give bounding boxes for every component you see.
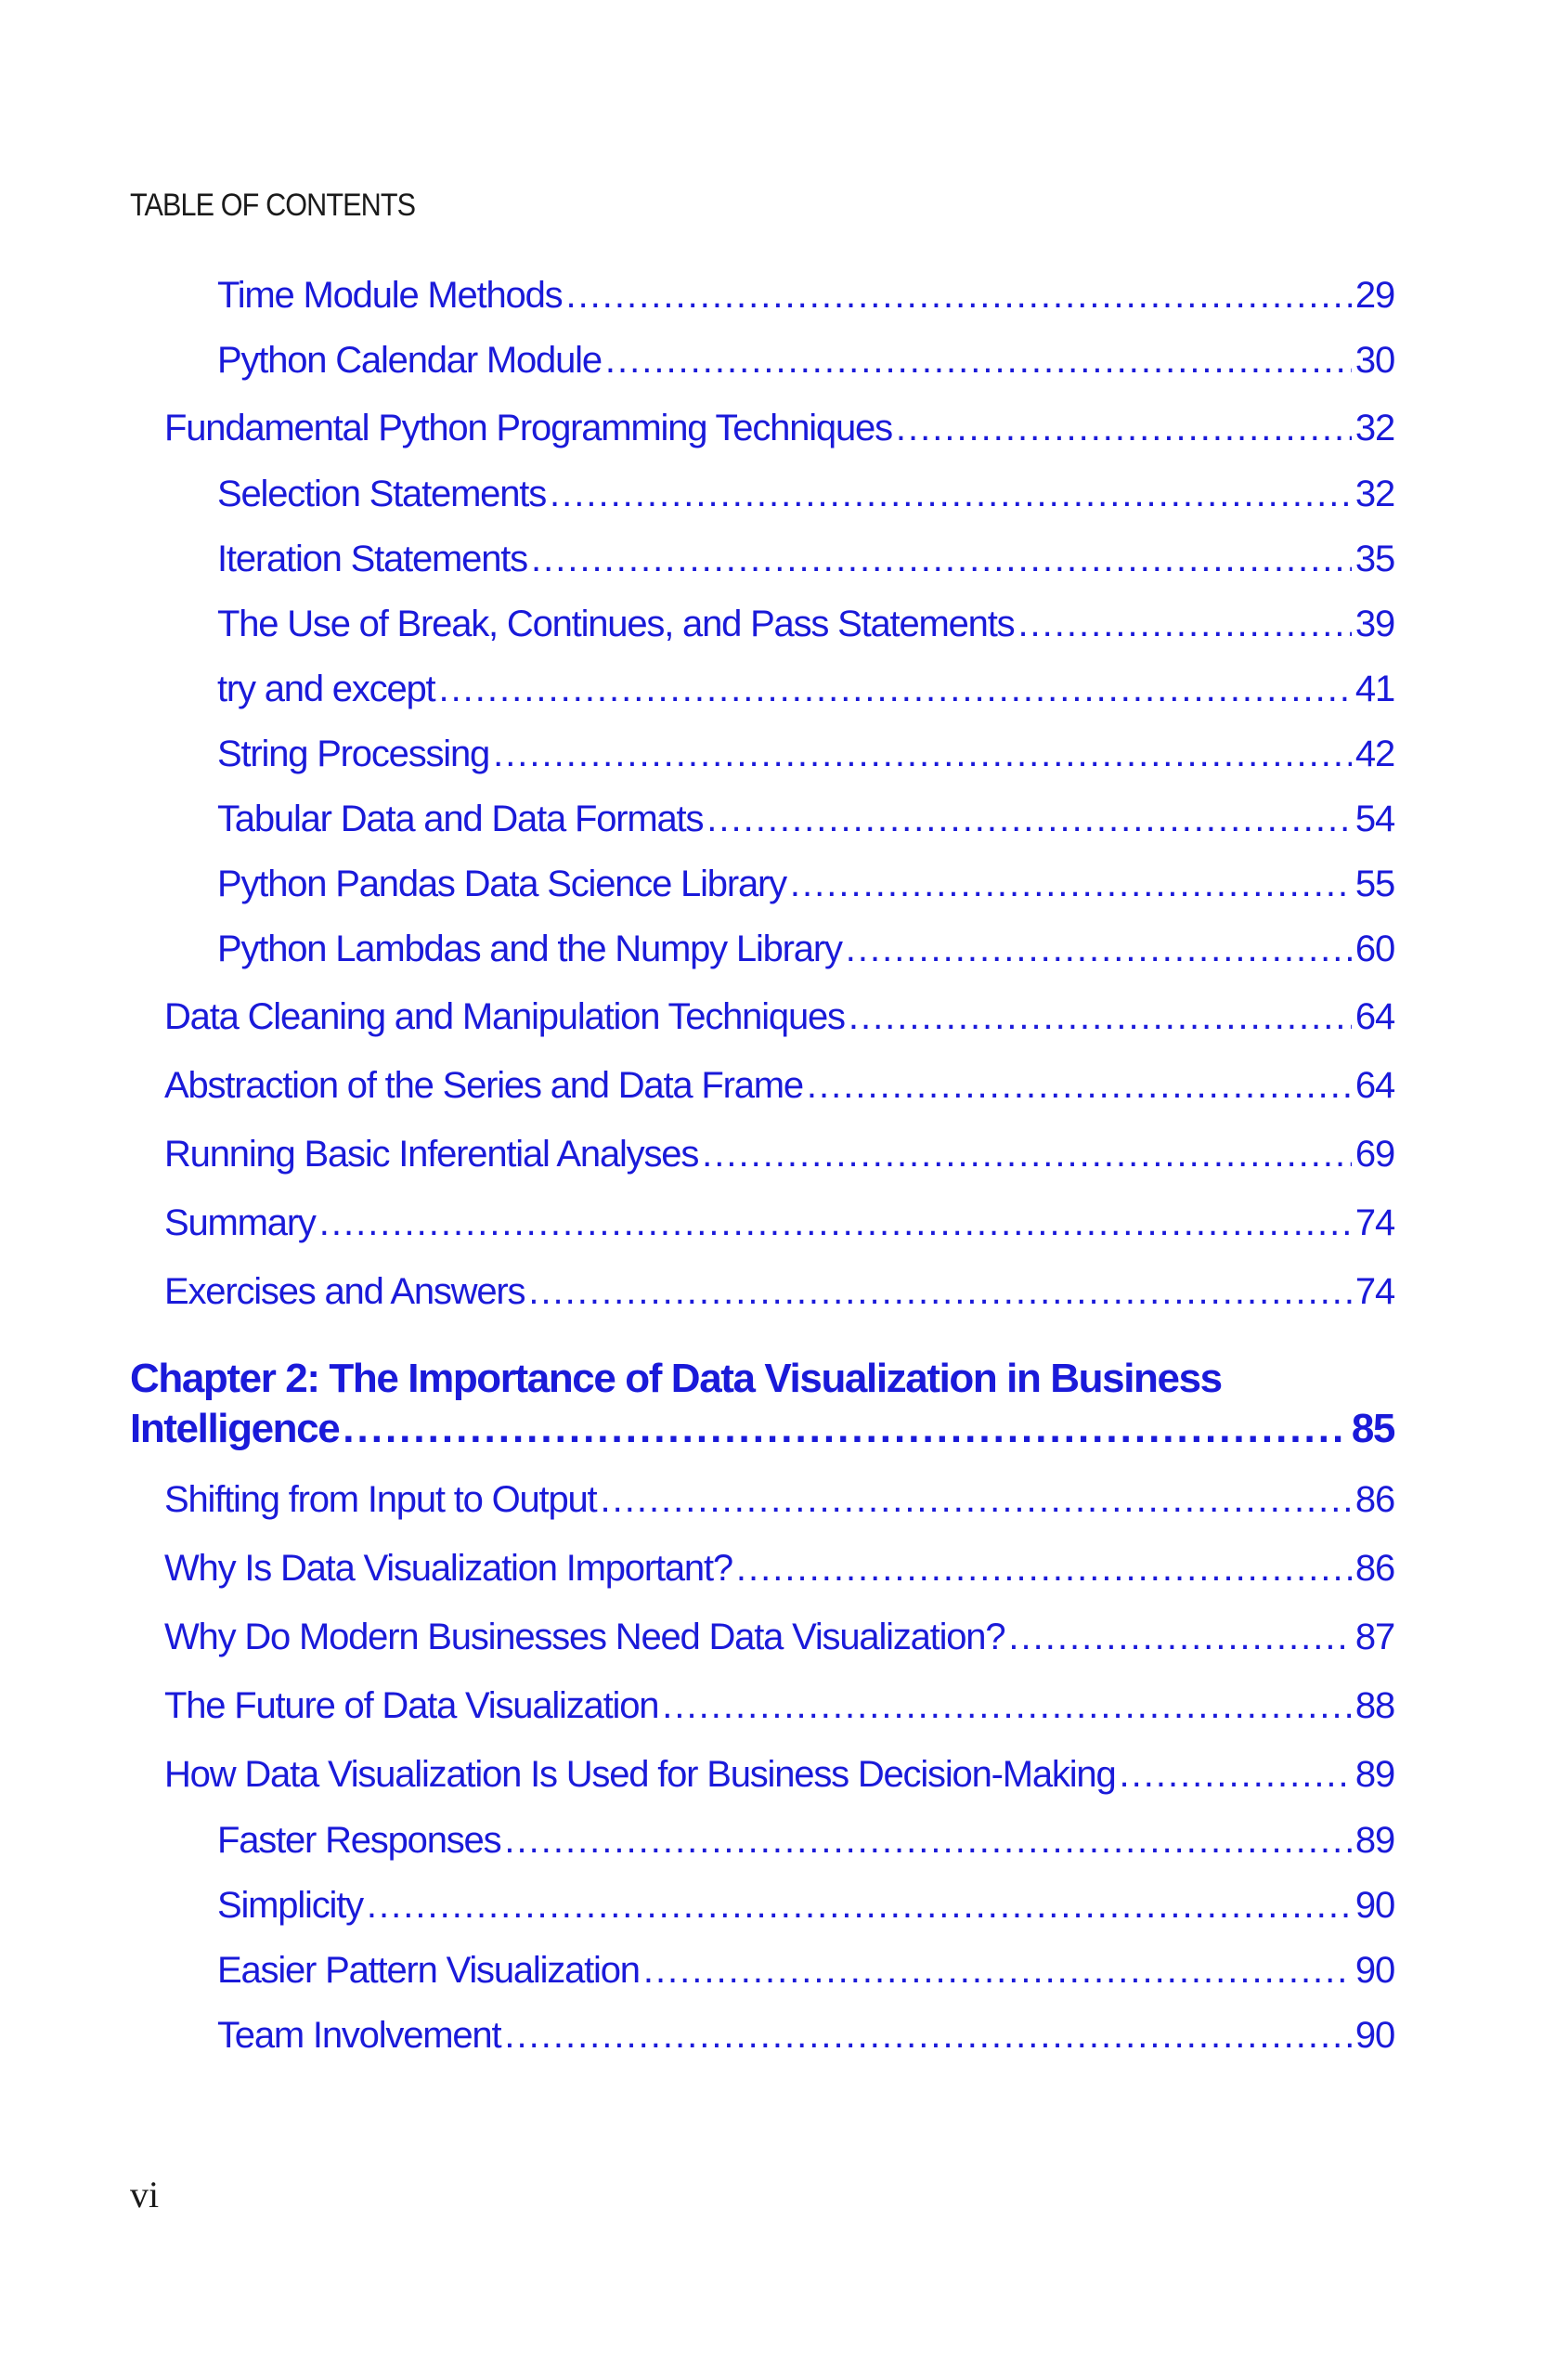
toc-entry-label: Faster Responses <box>217 1820 501 1861</box>
toc-entry-python-pandas[interactable] <box>217 864 1394 905</box>
toc-entry-page: 32 <box>1354 408 1394 448</box>
dot-leader <box>528 1271 1352 1313</box>
dot-leader <box>1120 1754 1352 1796</box>
toc-entry-label: try and except <box>217 669 435 709</box>
toc-entry-summary[interactable] <box>164 1202 1394 1244</box>
toc-entry-page: 86 <box>1354 1548 1394 1589</box>
toc-entry-page: 89 <box>1354 1754 1394 1795</box>
toc-entry-iteration-statements[interactable] <box>217 539 1394 580</box>
dot-leader <box>550 474 1352 515</box>
toc-entry-page: 30 <box>1354 340 1394 381</box>
running-header: TABLE OF CONTENTS <box>130 188 416 223</box>
dot-leader <box>706 799 1352 840</box>
toc-entry-label: Abstraction of the Series and Data Frame <box>164 1065 803 1106</box>
toc-chapter-2[interactable] <box>130 1354 1394 1454</box>
toc-entry-shifting-input-output[interactable] <box>164 1479 1394 1521</box>
toc-entry-label: Python Calendar Module <box>217 340 602 381</box>
toc-entry-page: 32 <box>1354 474 1394 514</box>
toc-entry-faster-responses[interactable] <box>217 1820 1394 1862</box>
toc-entry-page: 88 <box>1354 1685 1394 1726</box>
dot-leader <box>319 1202 1352 1244</box>
toc-entry-label: How Data Visualization Is Used for Business Decision-Making <box>164 1754 1116 1795</box>
dot-leader <box>504 2015 1352 2057</box>
dot-leader <box>367 1885 1352 1927</box>
toc-entry-label: Team Involvement <box>217 2015 501 2056</box>
toc-entry-python-calendar-module[interactable] <box>217 340 1394 382</box>
toc-entry-easier-pattern-viz[interactable] <box>217 1950 1394 1992</box>
dot-leader <box>1017 604 1351 645</box>
toc-entry-selection-statements[interactable] <box>217 474 1394 515</box>
toc-entry-fundamental-python-programming-techniques[interactable] <box>164 408 1394 449</box>
toc-entry-page: 87 <box>1354 1617 1394 1657</box>
toc-entry-string-processing[interactable] <box>217 734 1394 775</box>
toc-entry-page: 74 <box>1354 1271 1394 1312</box>
toc-entry-label: Exercises and Answers <box>164 1271 525 1312</box>
dot-leader <box>643 1950 1352 1992</box>
dot-leader <box>504 1820 1352 1862</box>
toc-entry-label: The Use of Break, Continues, and Pass Statements <box>217 604 1015 644</box>
toc-entry-page: 64 <box>1354 1065 1394 1106</box>
dot-leader <box>846 929 1352 970</box>
dot-leader <box>1008 1617 1352 1658</box>
toc-entry-why-data-viz-important[interactable] <box>164 1548 1394 1590</box>
toc-entry-label: String Processing <box>217 734 490 774</box>
toc-entry-label: Fundamental Python Programming Techniques <box>164 408 892 448</box>
dot-leader <box>438 669 1351 710</box>
toc-entry-label: Python Lambdas and the Numpy Library <box>217 929 842 969</box>
toc-entry-label: Tabular Data and Data Formats <box>217 799 704 839</box>
toc-entry-page: 54 <box>1354 799 1394 839</box>
dot-leader <box>790 864 1352 905</box>
toc-entry-label: Running Basic Inferential Analyses <box>164 1134 699 1175</box>
chapter-page: 85 <box>1351 1406 1394 1451</box>
toc-entry-page: 39 <box>1354 604 1394 644</box>
toc-entry-page: 86 <box>1354 1479 1394 1520</box>
toc-entry-time-module-methods[interactable] <box>217 275 1394 317</box>
toc-entry-inferential-analyses[interactable] <box>164 1134 1394 1176</box>
toc-entry-page: 69 <box>1354 1134 1394 1175</box>
toc-entry-abstraction-series-dataframe[interactable] <box>164 1065 1394 1107</box>
dot-leader <box>849 996 1352 1038</box>
chapter-title-line-2 <box>130 1404 1394 1454</box>
toc-entry-modern-businesses-need[interactable] <box>164 1617 1394 1658</box>
toc-entry-python-lambdas-numpy[interactable] <box>217 929 1394 970</box>
dot-leader <box>896 408 1352 449</box>
dot-leader <box>605 340 1352 382</box>
toc-entry-team-involvement[interactable] <box>217 2015 1394 2057</box>
dot-leader <box>662 1685 1352 1727</box>
dot-leader <box>343 1404 1348 1454</box>
toc-entry-page: 55 <box>1354 864 1394 904</box>
toc-entry-label: Selection Statements <box>217 474 546 514</box>
page-number: vi <box>130 2174 160 2215</box>
toc-entry-page: 41 <box>1354 669 1394 709</box>
dot-leader <box>702 1134 1352 1176</box>
toc-entry-exercises-answers[interactable] <box>164 1271 1394 1313</box>
toc-entry-label: Shifting from Input to Output <box>164 1479 597 1520</box>
toc-entry-page: 64 <box>1354 996 1394 1037</box>
chapter-title-line-1: Chapter 2: The Importance of Data Visualization in Business <box>130 1356 1222 1401</box>
toc-entry-label: The Future of Data Visualization <box>164 1685 659 1726</box>
toc-entry-page: 89 <box>1354 1820 1394 1861</box>
toc-entry-try-and-except[interactable] <box>217 669 1394 710</box>
toc-entry-label: Simplicity <box>217 1885 363 1926</box>
toc-entry-label: Summary <box>164 1202 316 1243</box>
toc-entry-label: Why Do Modern Businesses Need Data Visualization? <box>164 1617 1005 1657</box>
dot-leader <box>493 734 1352 775</box>
dot-leader <box>531 539 1352 580</box>
toc-entry-label: Data Cleaning and Manipulation Techniques <box>164 996 845 1037</box>
toc-entry-page: 90 <box>1354 1885 1394 1926</box>
dot-leader <box>565 275 1351 317</box>
toc-entry-simplicity[interactable] <box>217 1885 1394 1927</box>
toc-entry-business-decision-making[interactable] <box>164 1754 1394 1796</box>
dot-leader <box>600 1479 1351 1521</box>
toc-entry-page: 35 <box>1354 539 1394 579</box>
toc-entry-page: 42 <box>1354 734 1394 774</box>
toc-entry-page: 74 <box>1354 1202 1394 1243</box>
toc-entry-break-continues-pass[interactable] <box>217 604 1394 645</box>
toc-entry-label: Easier Pattern Visualization <box>217 1950 640 1991</box>
toc-entry-label: Python Pandas Data Science Library <box>217 864 786 904</box>
toc-entry-label: Iteration Statements <box>217 539 527 579</box>
toc-entry-future-data-viz[interactable] <box>164 1685 1394 1727</box>
toc-entry-data-cleaning[interactable] <box>164 996 1394 1038</box>
toc-entry-page: 90 <box>1354 1950 1394 1991</box>
toc-entry-tabular-data[interactable] <box>217 799 1394 840</box>
toc-entry-page: 90 <box>1354 2015 1394 2056</box>
toc-entry-page: 29 <box>1354 275 1394 316</box>
toc-entry-label: Why Is Data Visualization Important? <box>164 1548 732 1589</box>
toc-entry-page: 60 <box>1354 929 1394 969</box>
toc-entry-label: Time Module Methods <box>217 275 563 316</box>
chapter-title-continued: Intelligence <box>130 1406 340 1451</box>
dot-leader <box>736 1548 1352 1590</box>
dot-leader <box>807 1065 1352 1107</box>
